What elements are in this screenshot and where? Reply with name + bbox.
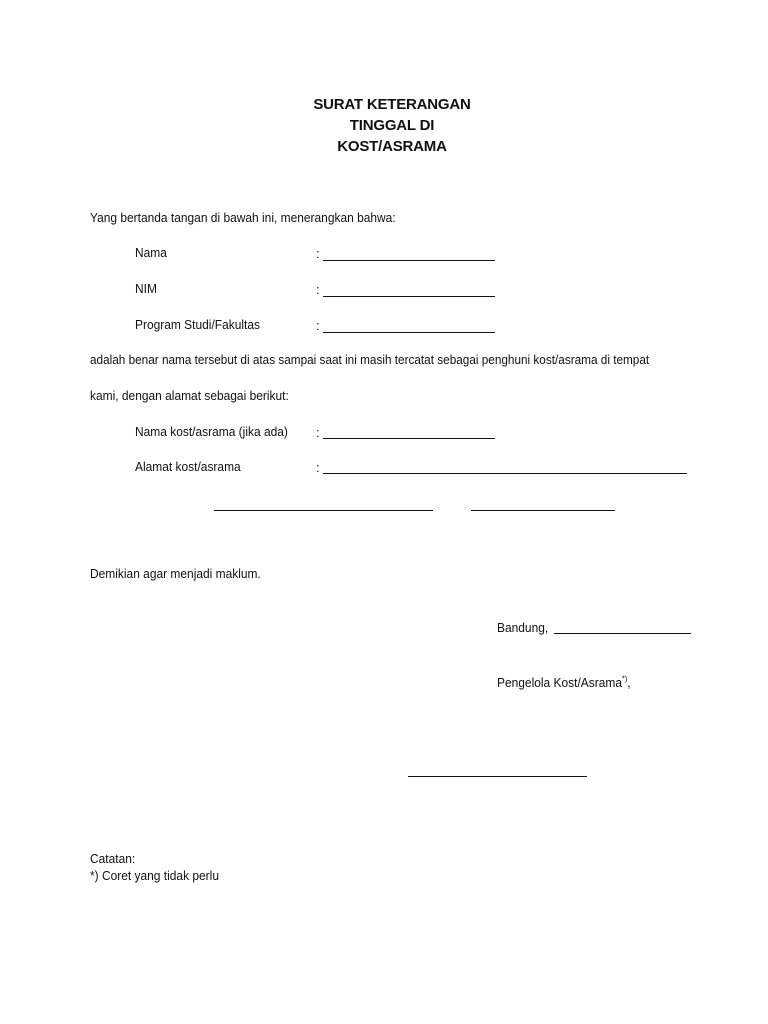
title-line-3: KOST/ASRAMA bbox=[337, 138, 447, 155]
blank-nama-kost bbox=[323, 438, 495, 439]
blank-date bbox=[554, 633, 691, 634]
colon-nama: : bbox=[316, 246, 320, 261]
blank-nim bbox=[323, 296, 495, 297]
label-nim: NIM bbox=[135, 281, 157, 296]
colon-prodi: : bbox=[316, 318, 320, 333]
signature-line bbox=[408, 776, 587, 777]
signature-role-suffix: , bbox=[627, 675, 631, 690]
note-text: *) Coret yang tidak perlu bbox=[90, 868, 219, 883]
label-nama: Nama bbox=[135, 245, 167, 260]
body-line-1: adalah benar nama tersebut di atas sampai saat ini masih tercatat sebagai penghuni kost/asrama di tempat bbox=[90, 352, 650, 367]
intro-text: Yang bertanda tangan di bawah ini, menerangkan bahwa: bbox=[90, 210, 396, 225]
signature-role-mark: *) bbox=[621, 674, 628, 684]
signature-role bbox=[497, 675, 631, 691]
blank-nama bbox=[323, 260, 495, 261]
blank-alamat-line-2b bbox=[471, 510, 615, 511]
colon-nama-kost: : bbox=[316, 425, 320, 440]
colon-alamat-kost: : bbox=[316, 460, 320, 475]
blank-alamat-line-2a bbox=[214, 510, 433, 511]
label-prodi: Program Studi/Fakultas bbox=[135, 317, 260, 332]
title-line-1: SURAT KETERANGAN bbox=[313, 96, 471, 113]
title-line-2: TINGGAL DI bbox=[349, 117, 435, 134]
blank-prodi bbox=[323, 332, 495, 333]
signature-role-text: Pengelola Kost/Asrama bbox=[497, 675, 622, 690]
note-label: Catatan: bbox=[90, 851, 136, 866]
colon-nim: : bbox=[316, 282, 320, 297]
signature-place: Bandung, bbox=[497, 620, 549, 635]
document-title bbox=[0, 94, 768, 157]
closing-text: Demikian agar menjadi maklum. bbox=[90, 566, 261, 581]
blank-alamat-kost bbox=[323, 473, 687, 474]
label-nama-kost: Nama kost/asrama (jika ada) bbox=[135, 424, 288, 439]
body-line-2: kami, dengan alamat sebagai berikut: bbox=[90, 388, 289, 403]
label-alamat-kost: Alamat kost/asrama bbox=[135, 459, 241, 474]
